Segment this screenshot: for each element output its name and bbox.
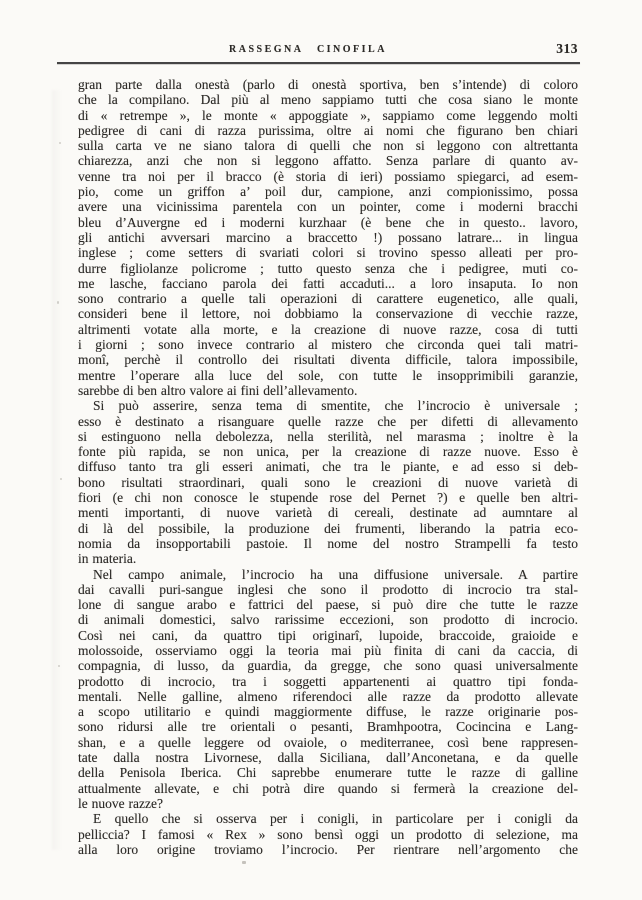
text-line: E quello che si osserva per i conigli, in particolare per i conigli da bbox=[93, 811, 578, 827]
text-line: attualmente allevate, e chi potrà dire quando si fermerà la creazione del- bbox=[78, 780, 578, 796]
text-line: avere una vicinissima parentela con un pointer, come i moderni bracchi bbox=[78, 199, 578, 215]
scan-speck bbox=[58, 665, 60, 667]
text-line: gli antichi avversari marcino a braccetto !) possano latrare... in lingua bbox=[78, 229, 578, 245]
text-line: mentali. Nelle galline, almeno riferendoci alle razze da prodotto allevate bbox=[78, 688, 578, 704]
text-line: venne tra noi per il bracco (è storia di ieri) possiamo spiegarci, ad esem- bbox=[78, 168, 578, 184]
scan-speck bbox=[242, 861, 246, 864]
text-line: shan, e a quelle leggere od ovaiole, o mediterranee, così bene rappresen- bbox=[78, 734, 578, 750]
text-line: Si può asserire, senza tema di smentite, che l’incrocio è universale ; bbox=[93, 398, 578, 414]
text-line: bleu d’Auvergne ed i moderni kurzhaar (è bene che in questo.. lavoro, bbox=[78, 214, 578, 230]
text-line: pedigree di cani di razza purissima, oltre ai nomi che figurano ben chiari bbox=[78, 122, 578, 138]
text-line: tate dalla nostra Livornese, dalla Siciliana, dall’Anconetana, e da quelle bbox=[78, 750, 578, 766]
text-line: pio, come un griffon a’ poil dur, campione, anzi compionissimo, possa bbox=[78, 184, 578, 200]
journal-title: RASSEGNA CINOFILA bbox=[229, 44, 387, 55]
text-line: i giorni ; sono invece contrario al mistero che circonda quei tali matri- bbox=[78, 337, 578, 353]
text-line: me lasche, facciano parola dei fatti accaduti... a loro insaputa. Io non bbox=[78, 275, 578, 291]
text-line: a scopo utilitario e quindi maggiormente diffuse, le razze originarie pos- bbox=[78, 704, 578, 720]
text-line: di « retrempe », le monte « appoggiate », sappiamo come leggendo molti bbox=[78, 107, 578, 123]
scan-speck bbox=[59, 142, 61, 144]
page-header bbox=[78, 41, 578, 59]
text-line: fonte più rapida, se non unica, per la creazione di razze nuove. Esso è bbox=[78, 444, 578, 460]
text-line: le nuove razze? bbox=[78, 795, 163, 811]
text-line: Così nei cani, da quattro tipi originarî, lupoide, braccoide, graioide e bbox=[78, 627, 578, 643]
page-number: 313 bbox=[556, 41, 578, 56]
text-line: Nel campo animale, l’incrocio ha una diffusione universale. A partire bbox=[93, 566, 578, 582]
text-line: diffuso tanto tra gli esseri animati, che tra le piante, e ad esso si deb- bbox=[78, 459, 578, 475]
text-line: di animali domestici, salvo rarissime eccezioni, son prodotto di incrocio. bbox=[78, 612, 578, 628]
text-line: dai cavalli puri-sangue inglesi che sono il prodotto di incrocio tra stal- bbox=[78, 581, 578, 597]
text-line: mentre l’operare alla luce del sole, con tutte le insopprimibili garanzie, bbox=[78, 367, 578, 383]
text-line: sarebbe di ben altro valore ai fini dell’allevamento. bbox=[78, 382, 358, 398]
text-line: gran parte dalla onestà (parlo di onestà sportiva, ben s’intende) di coloro bbox=[78, 77, 578, 92]
text-line: monî, perchè il controllo dei risultati diventa difficile, talora impossibile, bbox=[78, 352, 578, 368]
text-line: alla loro origine troviamo l’incrocio. Per rientrare nell’argomento che bbox=[78, 841, 578, 857]
text-line: consideri bene il lettore, noi dobbiamo la conservazione di vecchie razze, bbox=[78, 306, 578, 322]
text-line: altrimenti votate alla morte, e la creazione di nuove razze, cosa di tutti bbox=[78, 321, 578, 337]
text-line: chiarezza, anzi che non si leggono affatto. Senza parlare di quanto av- bbox=[78, 153, 578, 169]
paragraph bbox=[78, 398, 578, 566]
text-line: nomia da insopportabili pastoie. Il nome del nostro Strampelli fa testo bbox=[78, 535, 578, 551]
scan-speck bbox=[60, 478, 62, 480]
text-line: si estinguono nella debolezza, nella sterilità, nel marasma ; inoltre è la bbox=[78, 428, 578, 444]
text-line: pelliccia? I famosi « Rex » sono bensì oggi un prodotto di selezione, ma bbox=[78, 826, 578, 842]
header-rule bbox=[57, 62, 580, 64]
text-line: della Penisola Iberica. Chi saprebbe enumerare tutte le razze di galline bbox=[78, 765, 578, 781]
text-line: in materia. bbox=[78, 551, 137, 567]
text-line: esso è destinato a risanguare quelle razze che per difetti di allevamento bbox=[78, 413, 578, 429]
text-line: prodotto di incrocio, tra i soggetti appartenenti ai quattro tipi fonda- bbox=[78, 673, 578, 689]
text-line: che la compilano. Dal più al meno sappiamo tutti che cosa siano le monte bbox=[78, 92, 578, 108]
paragraph bbox=[78, 77, 578, 398]
paragraph bbox=[78, 811, 578, 857]
paragraph bbox=[78, 567, 578, 812]
text-line: lone di sangue arabo e fattrici del paese, si può dire che tutte le razze bbox=[78, 597, 578, 613]
scan-edge-shading bbox=[52, 90, 62, 850]
text-line: bono risultati straordinari, quali sono le creazioni di nuove varietà di bbox=[78, 474, 578, 490]
scan-speck bbox=[57, 301, 59, 304]
text-line: compagnia, di lusso, da guardia, da gregge, che sono quasi universalmente bbox=[78, 658, 578, 674]
text-line: di là del possibile, la produzione dei frumenti, liberando la patria eco- bbox=[78, 520, 578, 536]
page-body bbox=[78, 77, 578, 857]
text-line: sono contrario a quelle tali operazioni di carattere eugenetico, alle quali, bbox=[78, 291, 578, 307]
text-line: sulla carta ve ne siano talora di quelli che non si leggono con altrettanta bbox=[78, 138, 578, 154]
text-line: molossoide, osserviamo oggi la teoria mai più finita di cani da caccia, di bbox=[78, 642, 578, 658]
text-line: inglese ; come setters di svariati colori si trovino spesso alleati per pro- bbox=[78, 245, 578, 261]
text-line: fiori (e chi non conosce le stupende rose del Pernet ?) e quelle ben altri- bbox=[78, 490, 578, 506]
text-line: sono ridursi alle tre orientali o pesanti, Bramhpootra, Cocincina e Lang- bbox=[78, 719, 578, 735]
text-line: durre figliolanze policrome ; tutto questo senza che i pedigree, muti co- bbox=[78, 260, 578, 276]
text-line: menti importanti, di nuove varietà di cereali, destinate ad aumntare al bbox=[78, 505, 578, 521]
